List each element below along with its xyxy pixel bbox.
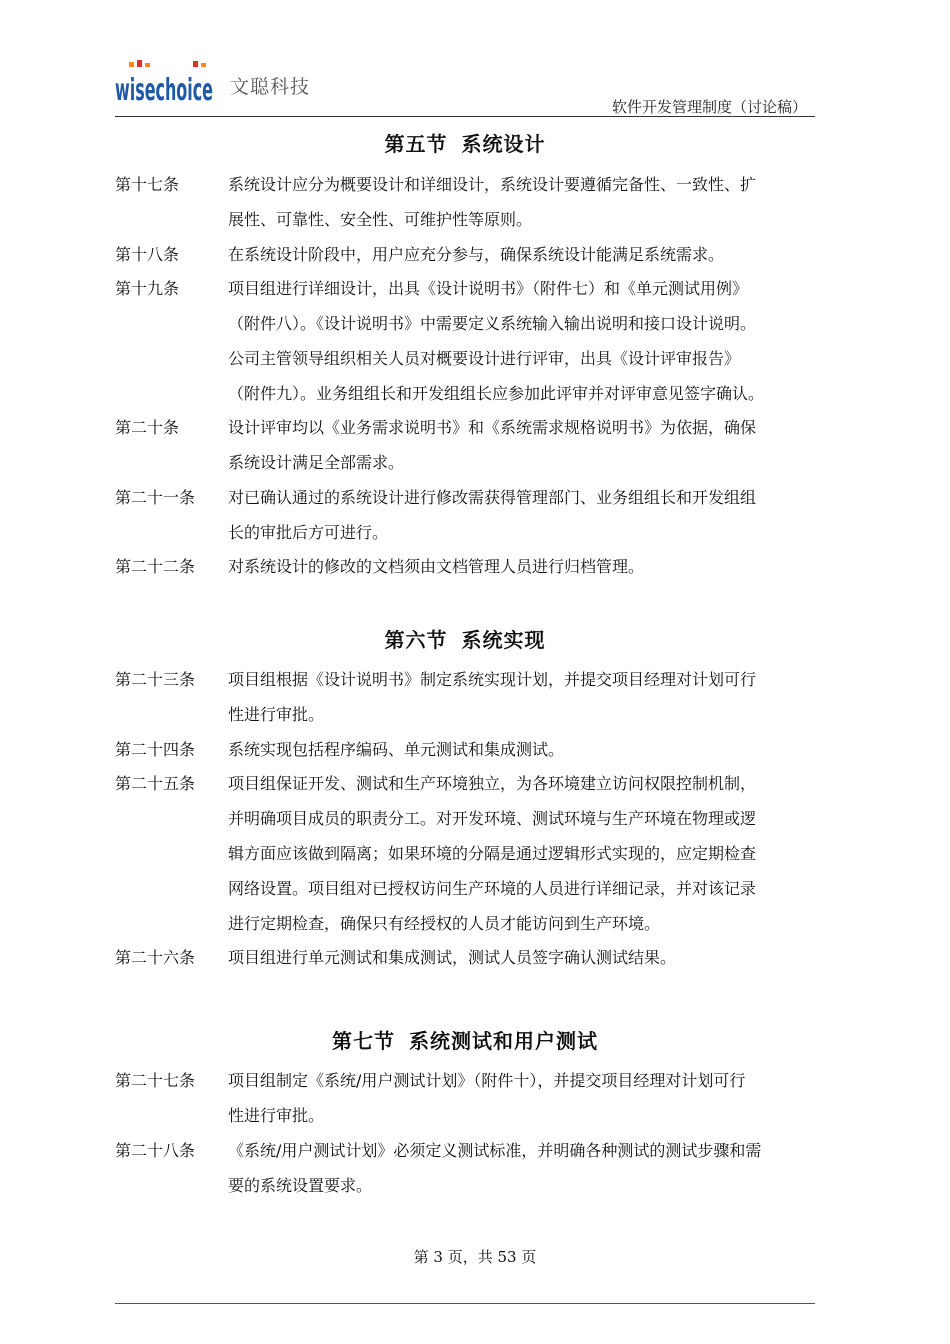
section-heading: 系统测试和用户测试 [409,1029,598,1053]
article-text-line: 网络设置。项目组对已授权访问生产环境的人员进行详细记录，并对该记录 [228,879,757,898]
company-name-cn: 文聪科技 [230,76,311,98]
article-label: 第二十六条 [115,948,196,967]
article-label: 第十七条 [115,175,180,194]
article-text-line: 项目组根据《设计说明书》制定系统实现计划，并提交项目经理对计划可行 [228,670,757,689]
article-label: 第二十三条 [115,670,196,689]
article-text-line: 展性、可靠性、安全性、可维护性等原则。 [228,210,533,229]
article-text-line: 性进行审批。 [228,1106,325,1125]
article-text-line: 系统设计应分为概要设计和详细设计，系统设计要遵循完备性、一致性、扩 [228,175,757,194]
article-text-line: 要的系统设置要求。 [228,1176,373,1195]
article-label: 第二十一条 [115,488,196,507]
article-text-line: 项目组制定《系统/用户测试计划》（附件十），并提交项目经理对计划可行 [228,1071,746,1090]
article-text-line: （附件八）。《设计说明书》中需要定义系统输入输出说明和接口设计说明。 [228,314,757,333]
section-title [115,128,815,157]
article-text-line: 在系统设计阶段中，用户应充分参与，确保系统设计能满足系统需求。 [228,245,725,264]
article-label: 第十八条 [115,245,180,264]
article-label: 第十九条 [115,279,180,298]
article-text-line: 系统设计满足全部需求。 [228,453,405,472]
article-text-line: 设计评审均以《业务需求说明书》和《系统需求规格说明书》为依据，确保 [228,418,757,437]
section-title [115,624,815,653]
article-text-line: 性进行审批。 [228,705,325,724]
article-text-line: 辑方面应该做到隔离；如果环境的分隔是通过逻辑形式实现的，应定期检查 [228,844,757,863]
article-label: 第二十二条 [115,557,196,576]
article-text-line: 对已确认通过的系统设计进行修改需获得管理部门、业务组组长和开发组组 [228,488,757,507]
article-label: 第二十五条 [115,774,196,793]
page-header [115,60,815,117]
article-label: 第二十四条 [115,740,196,759]
section-heading: 系统设计 [461,132,546,156]
footer-divider [115,1303,815,1304]
article-text-line: 并明确项目成员的职责分工。对开发环境、测试环境与生产环境在物理或逻 [228,809,757,828]
header-divider [115,116,815,117]
article-text-line: 对系统设计的修改的文档须由文档管理人员进行归档管理。 [228,557,645,576]
wisechoice-logo-icon [115,60,225,104]
article-text-line: 系统实现包括程序编码、单元测试和集成测试。 [228,740,565,759]
section-number: 第七节 [332,1029,395,1053]
document-title: 软件开发管理制度（讨论稿） [611,98,807,116]
article-text-line: 进行定期检查，确保只有经授权的人员才能访问到生产环境。 [228,914,661,933]
article-label: 第二十七条 [115,1071,196,1090]
section-number: 第五节 [384,132,448,156]
article-text-line: 公司主管领导组织相关人员对概要设计进行评审，出具《设计评审报告》 [228,349,741,368]
page-number: 第 3 页，共 53 页 [413,1248,537,1266]
article-text-line: 项目组保证开发、测试和生产环境独立，为各环境建立访问权限控制机制， [228,774,757,793]
article-text-line: 项目组进行单元测试和集成测试，测试人员签字确认测试结果。 [228,948,677,967]
section-heading: 系统实现 [461,628,546,652]
article-label: 第二十条 [115,418,180,437]
section-title [115,1025,815,1054]
section-number: 第六节 [384,628,448,652]
article-text-line: 长的审批后方可进行。 [228,523,389,542]
article-text-line: （附件九）。业务组组长和开发组组长应参加此评审并对评审意见签字确认。 [228,384,765,403]
svg-text:wisechoice: wisechoice [115,73,213,104]
article-label: 第二十八条 [115,1141,196,1160]
article-text-line: 项目组进行详细设计，出具《设计说明书》（附件七）和《单元测试用例》 [228,279,749,298]
article-text-line: 《系统/用户测试计划》必须定义测试标准，并明确各种测试的测试步骤和需 [228,1141,762,1160]
